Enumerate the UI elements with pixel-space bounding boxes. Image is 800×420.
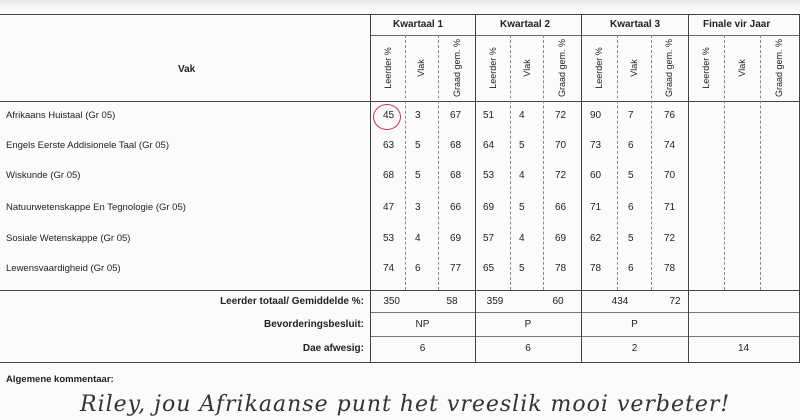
subcol-header: Vlak <box>629 59 639 77</box>
grade-cell: 68 <box>383 170 395 181</box>
grade-cell: 4 <box>519 110 525 121</box>
grade-cell: 68 <box>450 140 462 151</box>
grade-cell: 72 <box>664 233 676 244</box>
grade-cell: 53 <box>383 233 395 244</box>
subcol-header: Vlak <box>737 59 747 77</box>
grade-cell: 5 <box>519 140 525 151</box>
q2-average: 60 <box>552 296 564 307</box>
subject-name: Natuurwetenskappe En Tegnologie (Gr 05) <box>6 202 186 213</box>
grade-cell: 5 <box>415 140 421 151</box>
header-vak: Vak <box>178 64 196 75</box>
grade-cell: 62 <box>590 233 602 244</box>
grade-cell: 3 <box>415 110 421 121</box>
grade-cell: 45 <box>383 110 395 121</box>
q2-promotion: P <box>524 319 532 330</box>
grade-cell: 68 <box>450 170 462 181</box>
header-term-final: Finale vir Jaar <box>703 19 771 30</box>
grade-cell: 66 <box>450 202 462 213</box>
grade-cell: 78 <box>555 263 567 274</box>
absent-label: Dae afwesig: <box>302 343 364 354</box>
q3-total: 434 <box>611 296 629 307</box>
grade-cell: 4 <box>519 233 525 244</box>
grade-cell: 57 <box>483 233 495 244</box>
grid-line <box>617 35 618 290</box>
grade-cell: 72 <box>555 110 567 121</box>
grade-cell: 6 <box>628 140 634 151</box>
subject-name: Engels Eerste Addisionele Taal (Gr 05) <box>6 140 169 151</box>
grade-cell: 72 <box>555 170 567 181</box>
grade-cell: 6 <box>628 263 634 274</box>
grade-cell: 78 <box>664 263 676 274</box>
subcol-header: Graad gem. % <box>557 38 567 98</box>
grid-line <box>0 290 800 291</box>
header-term-2: Kwartaal 2 <box>500 19 551 30</box>
grade-cell: 5 <box>628 170 634 181</box>
grade-cell: 90 <box>590 110 602 121</box>
grid-line <box>0 101 800 102</box>
grade-cell: 74 <box>383 263 395 274</box>
q1-absent: 6 <box>419 343 426 354</box>
promotion-label: Bevorderingsbesluit: <box>263 319 364 330</box>
q1-total: 350 <box>383 296 400 307</box>
totals-label: Leerder totaal/ Gemiddelde %: <box>220 296 364 307</box>
grade-cell: 60 <box>590 170 602 181</box>
scan-edge <box>0 0 800 10</box>
grade-cell: 53 <box>483 170 495 181</box>
subcol-header: Graad gem. % <box>664 38 674 98</box>
grade-cell: 5 <box>519 202 525 213</box>
header-term-3: Kwartaal 3 <box>610 19 661 30</box>
q3-average: 72 <box>669 296 681 307</box>
grid-line <box>438 35 439 290</box>
grid-line <box>370 336 800 337</box>
grid-line <box>370 312 800 313</box>
grade-cell: 6 <box>628 202 634 213</box>
grid-line <box>370 35 800 36</box>
grade-cell: 73 <box>590 140 602 151</box>
grade-cell: 74 <box>664 140 676 151</box>
grade-cell: 77 <box>450 263 462 274</box>
q1-promotion: NP <box>415 319 430 330</box>
grade-cell: 5 <box>628 233 634 244</box>
grade-cell: 66 <box>555 202 567 213</box>
grid-line <box>475 14 476 362</box>
subject-name: Lewensvaardigheid (Gr 05) <box>6 263 121 274</box>
grade-cell: 65 <box>483 263 495 274</box>
grade-cell: 5 <box>415 170 421 181</box>
handwritten-comment: Riley, jou Afrikaanse punt het vreeslik mooi verbeter! <box>80 392 731 417</box>
grid-line <box>581 14 582 362</box>
circle-annotation <box>373 104 401 130</box>
q2-absent: 6 <box>525 343 531 354</box>
grid-line <box>510 35 511 290</box>
grade-cell: 69 <box>450 233 462 244</box>
grade-cell: 70 <box>664 170 676 181</box>
grade-cell: 71 <box>664 202 676 213</box>
q3-absent: 2 <box>631 343 638 354</box>
header-term-1: Kwartaal 1 <box>393 19 444 30</box>
subcol-header: Leerder % <box>383 47 393 89</box>
subcol-header: Vlak <box>416 59 426 77</box>
grade-cell: 51 <box>483 110 495 121</box>
grid-line <box>0 14 800 15</box>
grade-cell: 6 <box>415 263 421 274</box>
subcol-header: Graad gem. % <box>774 38 784 98</box>
subcol-header: Leerder % <box>488 47 498 89</box>
subject-name: Wiskunde (Gr 05) <box>6 170 81 181</box>
q1-average: 58 <box>446 296 458 307</box>
grid-line <box>688 14 689 362</box>
comments-label: Algemene kommentaar: <box>6 374 114 385</box>
grade-cell: 67 <box>450 110 462 121</box>
grade-cell: 47 <box>383 202 395 213</box>
grade-cell: 78 <box>590 263 602 274</box>
grade-cell: 3 <box>415 202 421 213</box>
q2-total: 359 <box>486 296 504 307</box>
grid-line <box>760 35 761 290</box>
subject-name: Sosiale Wetenskappe (Gr 05) <box>6 233 131 244</box>
subcol-header: Leerder % <box>701 47 711 89</box>
subcol-header: Graad gem. % <box>452 38 462 98</box>
grade-cell: 71 <box>590 202 602 213</box>
grade-cell: 7 <box>628 110 634 121</box>
final-absent: 14 <box>737 343 750 354</box>
grade-cell: 76 <box>664 110 676 121</box>
q3-promotion: P <box>631 319 638 330</box>
grade-cell: 63 <box>383 140 395 151</box>
grade-cell: 5 <box>519 263 525 274</box>
grade-cell: 69 <box>555 233 567 244</box>
grid-line <box>405 35 406 290</box>
grid-line <box>651 35 652 290</box>
grade-cell: 4 <box>519 170 525 181</box>
grade-cell: 69 <box>483 202 495 213</box>
grade-cell: 70 <box>555 140 567 151</box>
grade-cell: 4 <box>415 233 421 244</box>
grade-cell: 64 <box>483 140 495 151</box>
grid-line <box>543 35 544 290</box>
subcol-header: Vlak <box>522 59 532 77</box>
grid-line <box>724 35 725 290</box>
subject-name: Afrikaans Huistaal (Gr 05) <box>6 110 116 121</box>
subcol-header: Leerder % <box>594 47 604 89</box>
grid-line <box>370 14 371 362</box>
grid-line <box>0 362 800 363</box>
